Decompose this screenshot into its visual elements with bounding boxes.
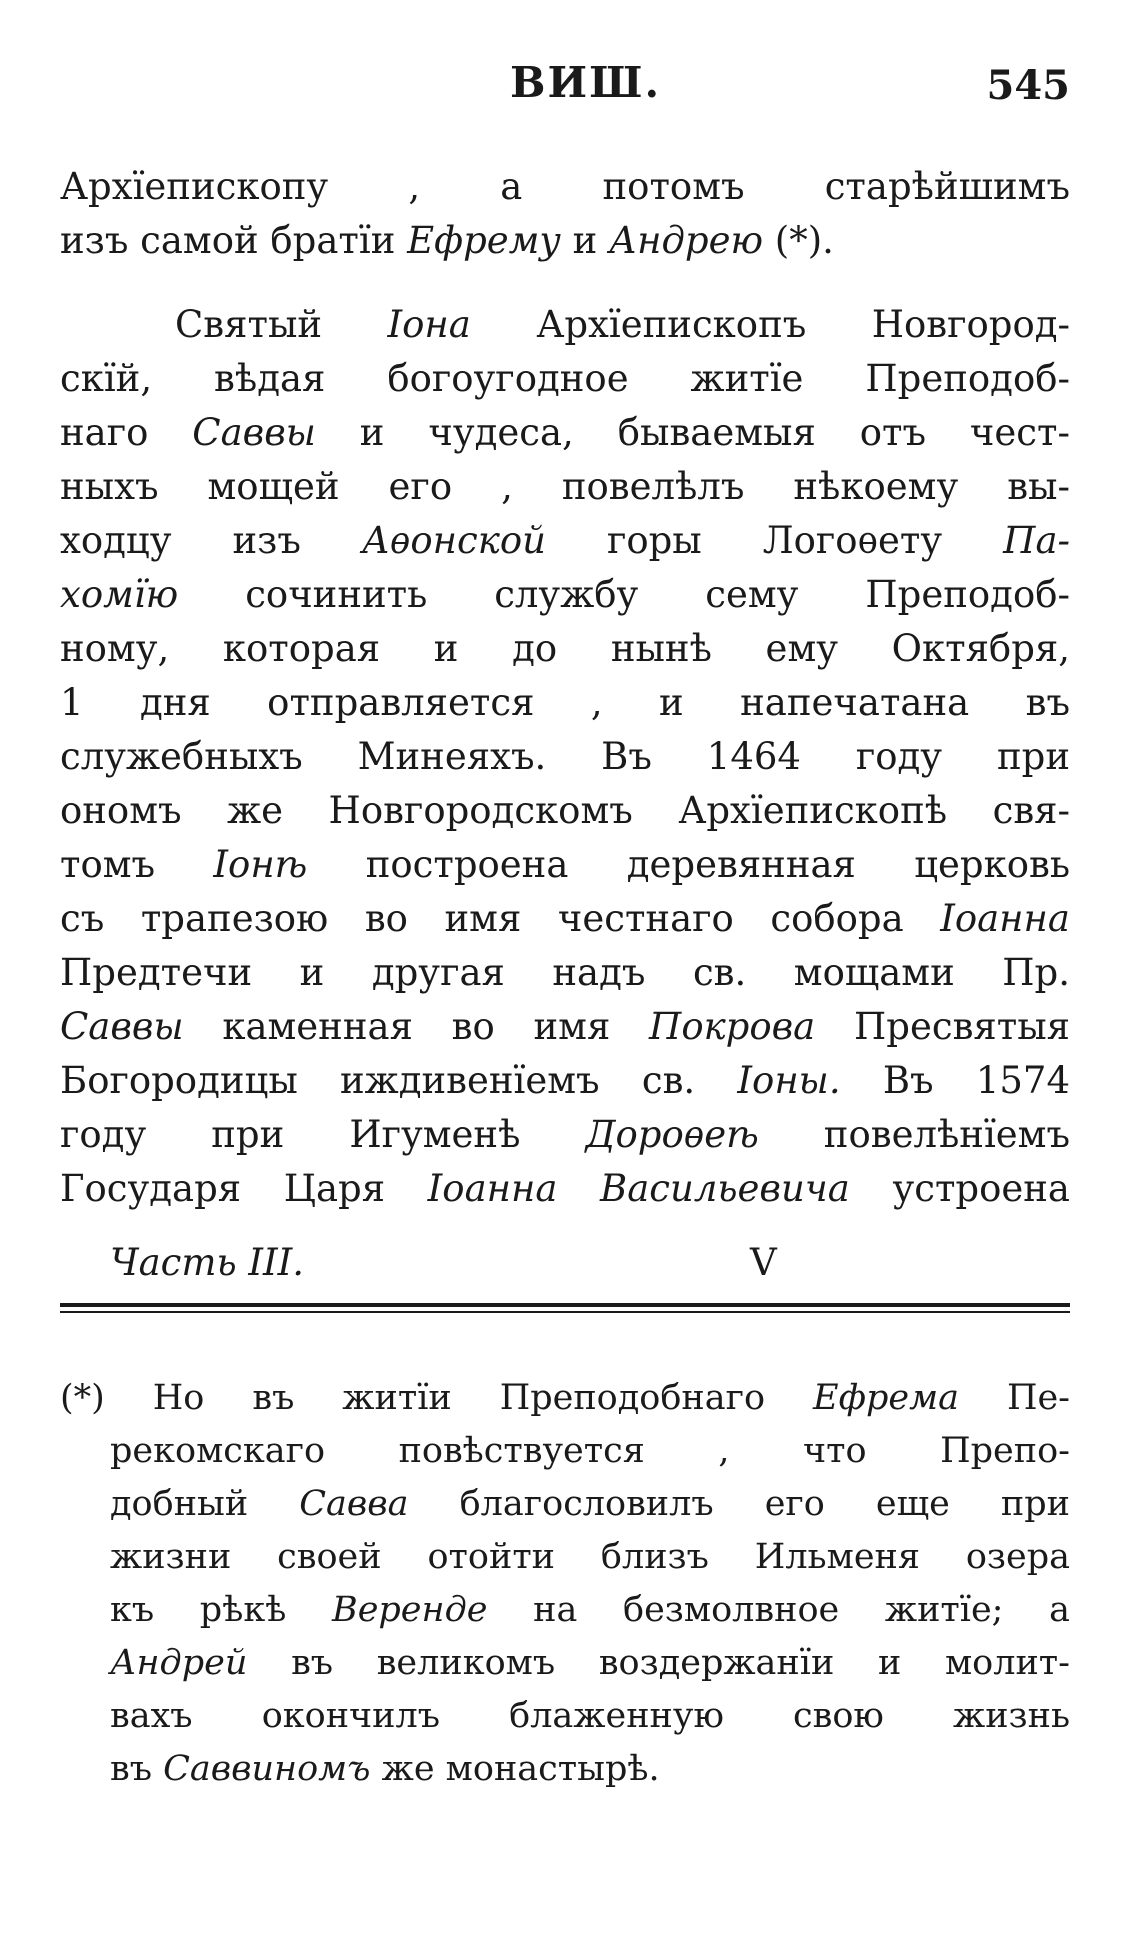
text-line (60, 1054, 1070, 1108)
text-line (60, 1162, 1070, 1216)
text-line (60, 460, 1070, 514)
footnote-line (60, 1743, 1070, 1796)
text-run: Святый (175, 303, 388, 346)
italic-name: Iонѣ (213, 843, 308, 886)
footnote-line (60, 1425, 1070, 1478)
text-line (60, 568, 1070, 622)
signature-text: Часть III. (110, 1241, 304, 1284)
italic-name: Андрею (609, 219, 764, 262)
text-line (60, 730, 1070, 784)
text-line (60, 1108, 1070, 1162)
text-run: горы Логоѳету (545, 519, 1004, 562)
text-run: рекомскаго повѣствуется , что Препо- (110, 1431, 1070, 1471)
text-line (60, 406, 1070, 460)
italic-name: Саввы (192, 411, 316, 454)
text-run: Въ 1574 (840, 1059, 1070, 1102)
italic-name: Аѳонской (361, 519, 546, 562)
italic-name: Андрей (110, 1643, 248, 1683)
text-run: и чудеса, бываемыя отъ чест- (315, 411, 1070, 454)
text-line (60, 676, 1070, 730)
italic-name: Iона (387, 303, 471, 346)
text-run: Богородицы иждивенїемъ св. (60, 1059, 738, 1102)
text-run: 1 дня отправляется , и напечатана въ (60, 681, 1070, 724)
text-line (60, 214, 1070, 268)
footnote-line (60, 1531, 1070, 1584)
italic-name: Ефрема (813, 1378, 959, 1418)
footnote (60, 1372, 1070, 1796)
text-run: томъ (60, 843, 214, 886)
text-run: въ великомъ воздержанїи и молит- (247, 1643, 1070, 1683)
text-run: (*). (763, 219, 834, 262)
signature-line (110, 1236, 870, 1290)
text-run: каменная во имя (183, 1005, 650, 1048)
footnote-line (60, 1637, 1070, 1690)
text-run: добный (110, 1484, 300, 1524)
text-run: ходцу изъ (60, 519, 362, 562)
text-run: ныхъ мощей его , повелѣлъ нѣкоему вы- (60, 465, 1070, 508)
text-run: ному, которая и до нынѣ ему Октября, (60, 627, 1070, 670)
italic-name: Веренде (331, 1590, 488, 1630)
text-line (60, 892, 1070, 946)
text-run: устроена (849, 1167, 1070, 1210)
text-line (60, 298, 1070, 352)
text-run: сочинить службу сему Преподоб- (178, 573, 1070, 616)
text-run: же монастырѣ. (370, 1749, 660, 1789)
text-run: повелѣнїемъ (758, 1113, 1070, 1156)
text-run: съ трапезою во имя честнаго собора (60, 897, 941, 940)
text-run: Пресвятыя (815, 1005, 1070, 1048)
signature-mark: V (750, 1241, 777, 1284)
italic-name: Саввы (60, 1005, 184, 1048)
footnote-line (60, 1584, 1070, 1637)
text-run: вахъ окончилъ блаженную свою жизнь (110, 1696, 1070, 1736)
text-line (60, 352, 1070, 406)
text-run: благословилъ его еще при (408, 1484, 1070, 1524)
text-run: (*) Но въ житїи Преподобнаго (60, 1378, 814, 1418)
footnote-rule-thin (60, 1311, 1070, 1313)
text-run: ономъ же Новгородскомъ Архїепископѣ свя- (60, 789, 1070, 832)
text-line (60, 946, 1070, 1000)
text-run: Архїепископу , а потомъ старѣйшимъ (60, 165, 1070, 208)
italic-name: Iоанна Васильевича (427, 1167, 850, 1210)
text-run: въ (110, 1749, 164, 1789)
text-run: жизни своей отойти близъ Ильменя озера (110, 1537, 1070, 1577)
footnote-rule (60, 1303, 1070, 1307)
text-run: и (560, 219, 610, 262)
text-line (60, 622, 1070, 676)
text-line (60, 160, 1070, 214)
italic-name: Савва (299, 1484, 409, 1524)
text-run: построена деревянная церковь (307, 843, 1070, 886)
footnote-line (60, 1372, 1070, 1425)
text-line (60, 838, 1070, 892)
text-run: къ рѣкѣ (110, 1590, 332, 1630)
running-head-title: ВИШ. (510, 58, 662, 107)
italic-name: Iоны. (737, 1059, 841, 1102)
text-run: скїй, вѣдая богоугодное житїе Преподоб- (60, 357, 1070, 400)
text-run: году при Игуменѣ (60, 1113, 586, 1156)
text-run: Предтечи и другая надъ св. мощами Пр. (60, 951, 1070, 994)
text-run: служебныхъ Минеяхъ. Въ 1464 году при (60, 735, 1070, 778)
italic-name: Дороѳеѣ (585, 1113, 759, 1156)
text-line (60, 784, 1070, 838)
text-run: Государя Царя (60, 1167, 428, 1210)
text-line (60, 514, 1070, 568)
text-run: Архїепископъ Новгород- (470, 303, 1071, 346)
text-line (60, 1000, 1070, 1054)
text-run: на безмолвное житїе; а (487, 1590, 1071, 1630)
footnote-line (60, 1690, 1070, 1743)
text-run: Пе- (958, 1378, 1071, 1418)
italic-name: Покрова (649, 1005, 816, 1048)
italic-name: Iоанна (940, 897, 1070, 940)
text-run: изъ самой братїи (60, 219, 408, 262)
text-run: наго (60, 411, 193, 454)
italic-name: Па- (1003, 519, 1070, 562)
italic-name: Саввиномъ (163, 1749, 371, 1789)
page-number: 545 (986, 62, 1070, 109)
footnote-line (60, 1478, 1070, 1531)
italic-name: хомїю (60, 573, 179, 616)
italic-name: Ефрему (407, 219, 561, 262)
main-text (60, 160, 1070, 1216)
running-head (60, 58, 1070, 118)
